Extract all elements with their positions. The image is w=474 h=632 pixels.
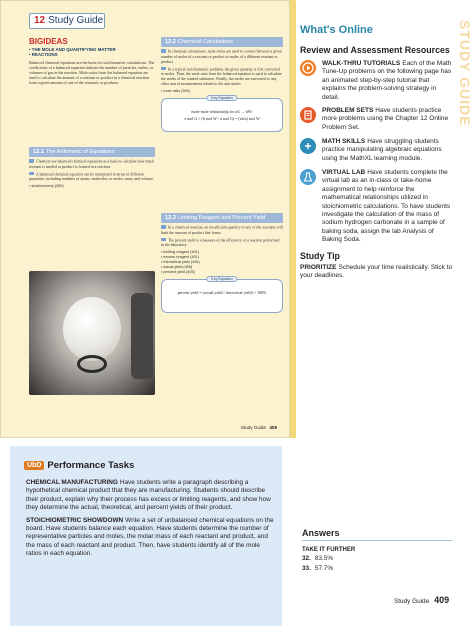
key-equation-box xyxy=(161,98,283,132)
task-label: CHEMICAL MANUFACTURING xyxy=(26,479,118,486)
study-tip-text xyxy=(300,264,454,281)
resource-description: Have students practice more problems using the Chapter 12 Online Problem Set. xyxy=(322,107,449,131)
section-12-2 xyxy=(161,37,283,132)
resource-label: PROBLEM SETS xyxy=(322,107,374,115)
key-equation-tag: Key Equation xyxy=(206,276,237,282)
side-tab-strip xyxy=(290,0,296,438)
resource-text xyxy=(322,60,454,102)
chapter-number: 12 xyxy=(34,15,46,26)
vocab-term: • actual yield (405) xyxy=(161,265,193,269)
section-paragraph xyxy=(161,67,283,88)
section-paragraph-text: The percent yield is a measure of the efficiency of a reaction performed in the laboratory. xyxy=(161,238,280,247)
answers-subtitle: TAKE IT FURTHER xyxy=(302,547,356,553)
section-12-3 xyxy=(161,213,283,313)
resource-text xyxy=(322,169,454,245)
resource-text xyxy=(322,138,454,163)
section-paragraph xyxy=(161,238,283,249)
section-number: 12.2 xyxy=(165,39,176,45)
footer-label: Study Guide xyxy=(394,598,430,605)
task-description: Write a set of unbalanced chemical equations on the board. Have students balance each equation. Have students determine the number of representative particles and moles, the molar mass of each reactant and product, and the mass of each reactant and product. Then, have students identify all of the mole ratios in each equation. xyxy=(26,516,274,558)
performance-tasks-body xyxy=(26,479,276,559)
resource-text xyxy=(322,107,454,132)
airbag-shape xyxy=(63,297,121,361)
section-title: The Arithmetic of Equations xyxy=(45,149,115,155)
footer-page-number: 409 xyxy=(434,595,450,605)
resource-item xyxy=(300,60,454,102)
answer-value: 57.7% xyxy=(314,565,334,572)
airbag-photo xyxy=(29,271,155,395)
chapter-tab xyxy=(29,13,105,29)
key-concept-icon xyxy=(29,172,34,176)
whats-online-panel xyxy=(300,24,454,281)
answer-value: 83.5% xyxy=(314,555,334,562)
section-number: 12.3 xyxy=(165,215,176,221)
vocab-term: • excess reagent (401) xyxy=(161,255,200,259)
review-resources-title: Review and Assessment Resources xyxy=(300,45,450,55)
section-paragraph xyxy=(161,49,283,65)
key-concept-icon xyxy=(161,225,166,229)
key-concept-icon xyxy=(161,49,166,53)
ubd-badge: UbD xyxy=(24,461,44,470)
resource-label: VIRTUAL LAB xyxy=(322,169,366,177)
virtual-lab-icon xyxy=(300,169,316,185)
section-paragraph-text: Chemists use balanced chemical equations as a basis to calculate how much reactant is needed or product is formed in a reaction. xyxy=(29,159,155,169)
resource-item xyxy=(300,107,454,133)
performance-tasks-panel xyxy=(10,446,282,626)
student-page-content xyxy=(29,37,281,433)
resource-item xyxy=(300,138,454,164)
performance-tasks-heading xyxy=(24,457,134,471)
vocab-term: • limiting reagent (401) xyxy=(161,250,200,254)
resource-description: Have students complete the virtual lab as an in-class or take-home assignment to help reinforce the mathematical relationships utilized in stoichiometric calculations. To have students investigate the calculation of the mass of sodium hydrogen carbonate in a sample of baking soda, assign the lab Analysis of Baking Soda. xyxy=(322,169,451,244)
study-tip-description: Schedule your time realistically. Stick to your deadlines. xyxy=(300,263,453,280)
answers-panel xyxy=(302,528,452,573)
big-ideas-list xyxy=(29,47,155,58)
key-equation-line: x mol G × (b mol W / a mol G) = (xb/a) mol W xyxy=(184,116,260,121)
vocab-term: • percent yield (405) xyxy=(161,270,195,274)
big-idea-item: • REACTIONS xyxy=(29,52,58,58)
section-title: Chemical Calculations xyxy=(177,39,234,45)
section-paragraph-text: In chemical calculations, mole ratios are used to convert between a given number of moles of a reactant or product to moles of a different reactant or product. xyxy=(161,49,282,64)
study-guide-side-label xyxy=(456,20,474,170)
performance-task xyxy=(26,517,276,559)
section-paragraph-text: In a chemical reaction, an insufficient quantity of any of the reactants will limit the amount of product that forms. xyxy=(161,225,283,235)
section-title: Limiting Reagent and Percent Yield xyxy=(177,215,266,221)
big-ideas-heading: BIGIDEAS xyxy=(29,37,68,46)
resource-label: MATH SKILLS xyxy=(322,138,366,146)
answer-number: 33. xyxy=(302,565,311,572)
steering-wheel-shape xyxy=(77,355,107,373)
student-page-footer xyxy=(241,425,277,430)
vocab-term: • theoretical yield (405) xyxy=(161,260,200,264)
key-equation-box xyxy=(161,279,283,313)
section-paragraph-text: A balanced chemical equation can be interpreted in terms of different quantities, including numbers of atoms, molecules, or moles; mass; and volume. xyxy=(29,172,154,181)
resource-description: Have struggling students practice manipulating algebraic equations using the MathXL learning module. xyxy=(322,138,442,162)
answers-title: Answers xyxy=(302,528,452,541)
task-description: Have students write a paragraph describing a hypothetical chemical product that they are manufacturing. Students should describe their product, explain why their process has excess or limiting reagents, and show how they determine the actual, theoretical, and percent yields of their product. xyxy=(26,479,271,512)
big-idea-item: • THE MOLE AND QUANTIFYING MATTER xyxy=(29,47,116,52)
section-paragraph-text: In a typical stoichiometric problem, the given quantity is first converted to moles. Then, the mole ratio from the balanced equation is used to calculate the moles of the wanted substance. Finally, the moles are converted to any other unit of measurement related to the unit moles. xyxy=(161,67,282,86)
key-equation-tag: Key Equation xyxy=(206,95,237,101)
task-label: STOICHIOMETRIC SHOWDOWN xyxy=(26,516,124,524)
footer-page-number: 409 xyxy=(269,425,277,430)
section-paragraph xyxy=(29,172,155,183)
answer-item xyxy=(302,564,452,573)
footer-label: Study Guide xyxy=(240,425,267,430)
section-number: 12.1 xyxy=(33,149,44,155)
section-paragraph xyxy=(161,225,283,236)
key-equation: percent yield = (actual yield / theoretical yield) × 100% xyxy=(177,290,267,295)
section-heading xyxy=(29,147,155,157)
key-equation xyxy=(168,108,276,122)
vocab-list xyxy=(161,250,283,275)
page-footer xyxy=(394,595,449,605)
section-heading xyxy=(161,213,283,223)
key-equation-line: mole-mole relationship for aG → bW: xyxy=(191,109,253,114)
big-ideas xyxy=(29,37,155,85)
car-seat-shape xyxy=(131,293,153,379)
key-concept-icon xyxy=(161,238,166,242)
section-paragraph xyxy=(29,159,155,170)
answer-number: 32. xyxy=(302,555,311,562)
key-concept-icon xyxy=(29,159,34,163)
resource-label: WALK-THRU TUTORIALS xyxy=(322,60,401,67)
math-skills-icon xyxy=(300,138,316,154)
resource-item xyxy=(300,169,454,245)
whats-online-title: What's Online xyxy=(300,24,373,36)
side-tab-label: STUDY GUIDE xyxy=(457,20,473,127)
tutorial-icon xyxy=(300,60,316,76)
resource-description: Each of the Math Tune-Up problems on the following page has an animated step-by-step tutorial that explains the problem-solving strategy in detail. xyxy=(322,60,452,101)
study-tip-label: PRIORITIZE xyxy=(300,263,337,271)
chapter-tab-label: Study Guide xyxy=(48,15,104,26)
vocab-term: • mole ratio (390) xyxy=(161,89,190,93)
section-12-1 xyxy=(29,147,155,189)
section-heading xyxy=(161,37,283,47)
performance-tasks-title: Performance Tasks xyxy=(47,460,135,472)
answer-item xyxy=(302,554,452,563)
study-tip-title: Study Tip xyxy=(300,250,340,261)
vocab-term: • stoichiometry (390) xyxy=(29,184,64,188)
key-concept-icon xyxy=(161,67,166,71)
student-page-thumbnail xyxy=(0,0,290,438)
performance-task xyxy=(26,479,276,513)
problem-sets-icon xyxy=(300,107,316,123)
big-ideas-text: Balanced chemical equations are the basis for stoichiometric calculations. The coefficients of a balanced equation indicate the number of particles, moles, or volumes of gas in the reaction. Mole ratios from the balanced equation are used to calculate the amount of a reactant or product in a chemical reaction from a given amount of one of the reactants or products. xyxy=(29,59,155,85)
